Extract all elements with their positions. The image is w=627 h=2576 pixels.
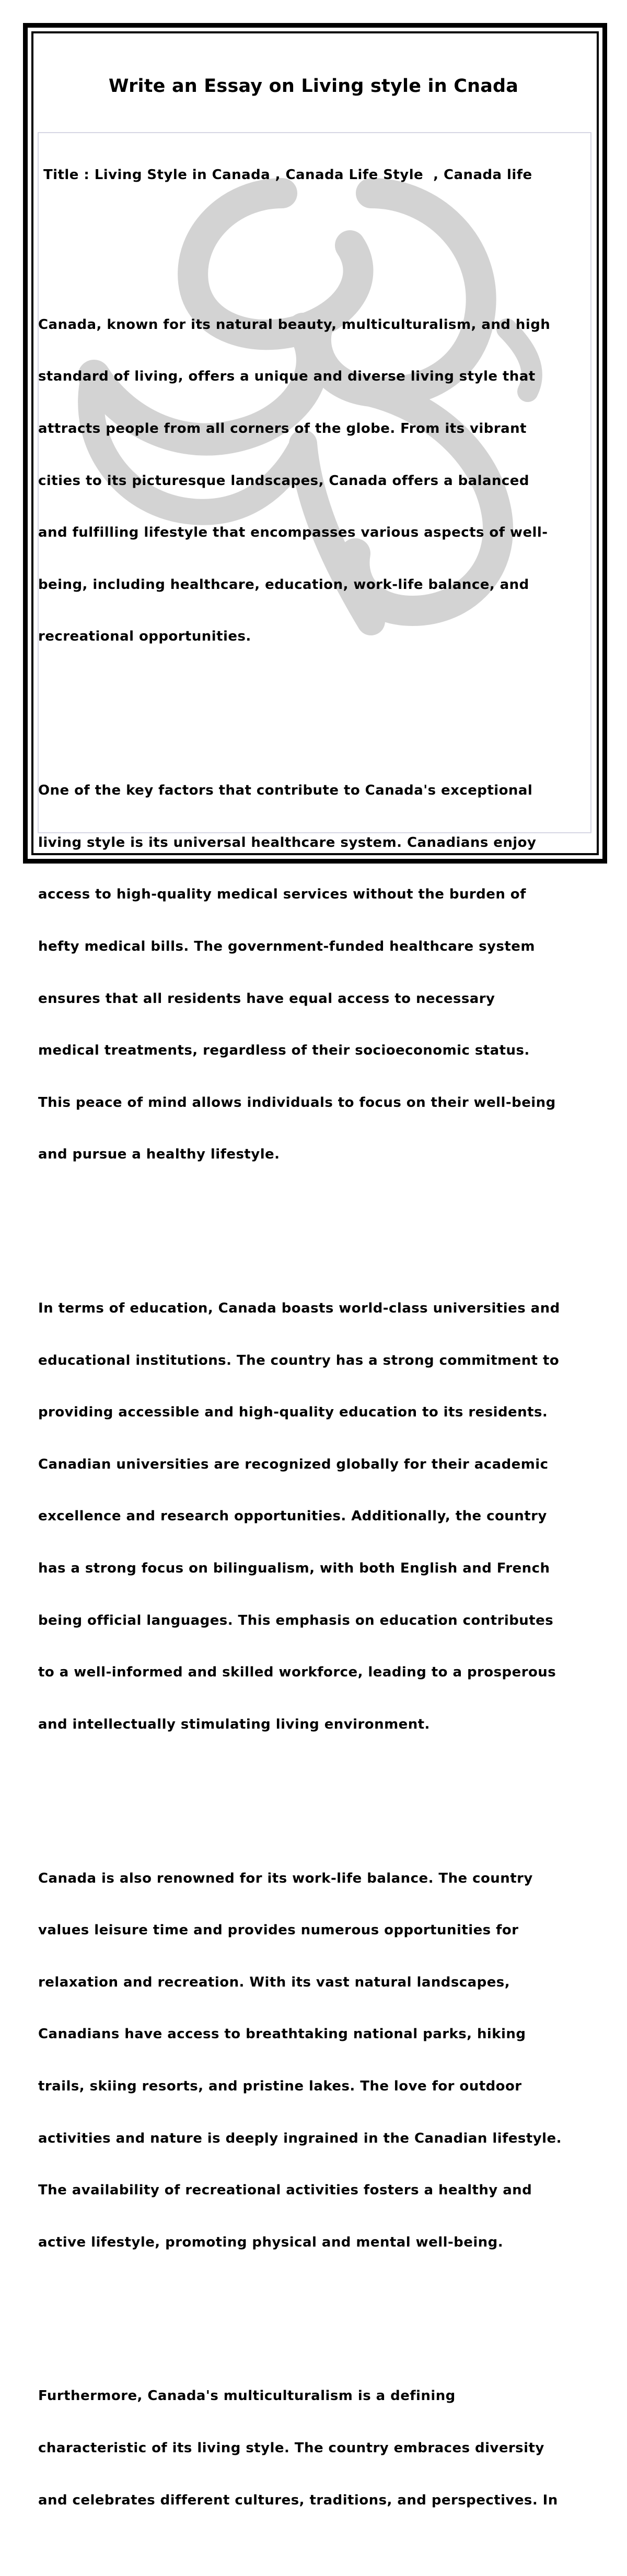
paragraph-line: being official languages. This emphasis on education contributes: [38, 1612, 554, 1628]
paragraph-line: standard of living, offers a unique and diverse living style that: [38, 369, 536, 385]
page-title: Write an Essay on Living style in Cnada: [108, 76, 519, 97]
paragraph-line: Canadians have access to breathtaking national parks, hiking: [38, 2026, 526, 2042]
essay-paragraph-4: [38, 1835, 597, 2286]
paragraph-line: hefty medical bills. The government-funded healthcare system: [38, 938, 535, 954]
paragraph-line: and fulfilling lifestyle that encompasses various aspects of well-: [38, 525, 548, 541]
paragraph-line: trails, skiing resorts, and pristine lakes. The love for outdoor: [38, 2078, 522, 2094]
essay-paragraph-3: [38, 1266, 597, 1768]
paragraph-line: Canada, known for its natural beauty, multiculturalism, and high: [38, 316, 551, 333]
paragraph-line: being, including healthcare, education, work-life balance, and: [38, 576, 529, 593]
paragraph-line: activities and nature is deeply ingrained in the Canadian lifestyle.: [38, 2130, 562, 2146]
paragraph-line: educational institutions. The country has a strong commitment to: [38, 1352, 560, 1368]
paragraph-line: In terms of education, Canada boasts world-class universities and: [38, 1301, 560, 1316]
paragraph-line: and pursue a healthy lifestyle.: [38, 1147, 280, 1163]
paragraph-line: and intellectually stimulating living environment.: [38, 1716, 430, 1732]
paragraph-line: active lifestyle, promoting physical and mental well-being.: [38, 2234, 504, 2250]
paragraph-line: and celebrates different cultures, traditions, and perspectives. In: [38, 2492, 558, 2508]
paragraph-line: to a well-informed and skilled workforce, leading to a prosperous: [38, 1664, 556, 1681]
paragraph-line: medical treatments, regardless of their socioeconomic status.: [38, 1043, 530, 1059]
paragraph-line: has a strong focus on bilingualism, with both English and French: [38, 1561, 550, 1577]
paragraph-line: Canadian universities are recognized globally for their academic: [38, 1456, 549, 1472]
paragraph-line: excellence and research opportunities. Additionally, the country: [38, 1508, 547, 1525]
paragraph-line: providing accessible and high-quality education to its residents.: [38, 1404, 548, 1421]
paragraph-line: access to high-quality medical services without the burden of: [38, 887, 526, 903]
paragraph-line: One of the key factors that contribute to Canada's exceptional: [38, 783, 533, 799]
essay-paragraph-5: [38, 2353, 597, 2544]
paragraph-line: The availability of recreational activities fosters a healthy and: [38, 2182, 532, 2199]
essay-body: [38, 132, 597, 2576]
paragraph-line: Canada is also renowned for its work-life balance. The country: [38, 1870, 533, 1886]
paragraph-line: characteristic of its living style. The country embraces diversity: [38, 2440, 544, 2456]
paragraph-line: This peace of mind allows individuals to focus on their well-being: [38, 1094, 556, 1110]
paragraph-line: attracts people from all corners of the globe. From its vibrant: [38, 421, 527, 437]
essay-title: Title : Living Style in Canada , Canada Life Style , Canada life: [43, 167, 532, 183]
paragraph-line: cities to its picturesque landscapes, Canada offers a balanced: [38, 472, 529, 489]
paragraph-line: recreational opportunities.: [38, 629, 251, 645]
paragraph-line: relaxation and recreation. With its vast natural landscapes,: [38, 1974, 510, 1990]
paragraph-line: ensures that all residents have equal access to necessary: [38, 990, 495, 1007]
paragraph-line: Furthermore, Canada's multiculturalism is a defining: [38, 2388, 456, 2404]
paragraph-line: values leisure time and provides numerous opportunities for: [38, 1922, 519, 1939]
paragraph-line: living style is its universal healthcare system. Canadians enjoy: [38, 834, 537, 850]
essay-paragraph-1: [38, 281, 597, 680]
essay-paragraph-2: [38, 748, 597, 1198]
